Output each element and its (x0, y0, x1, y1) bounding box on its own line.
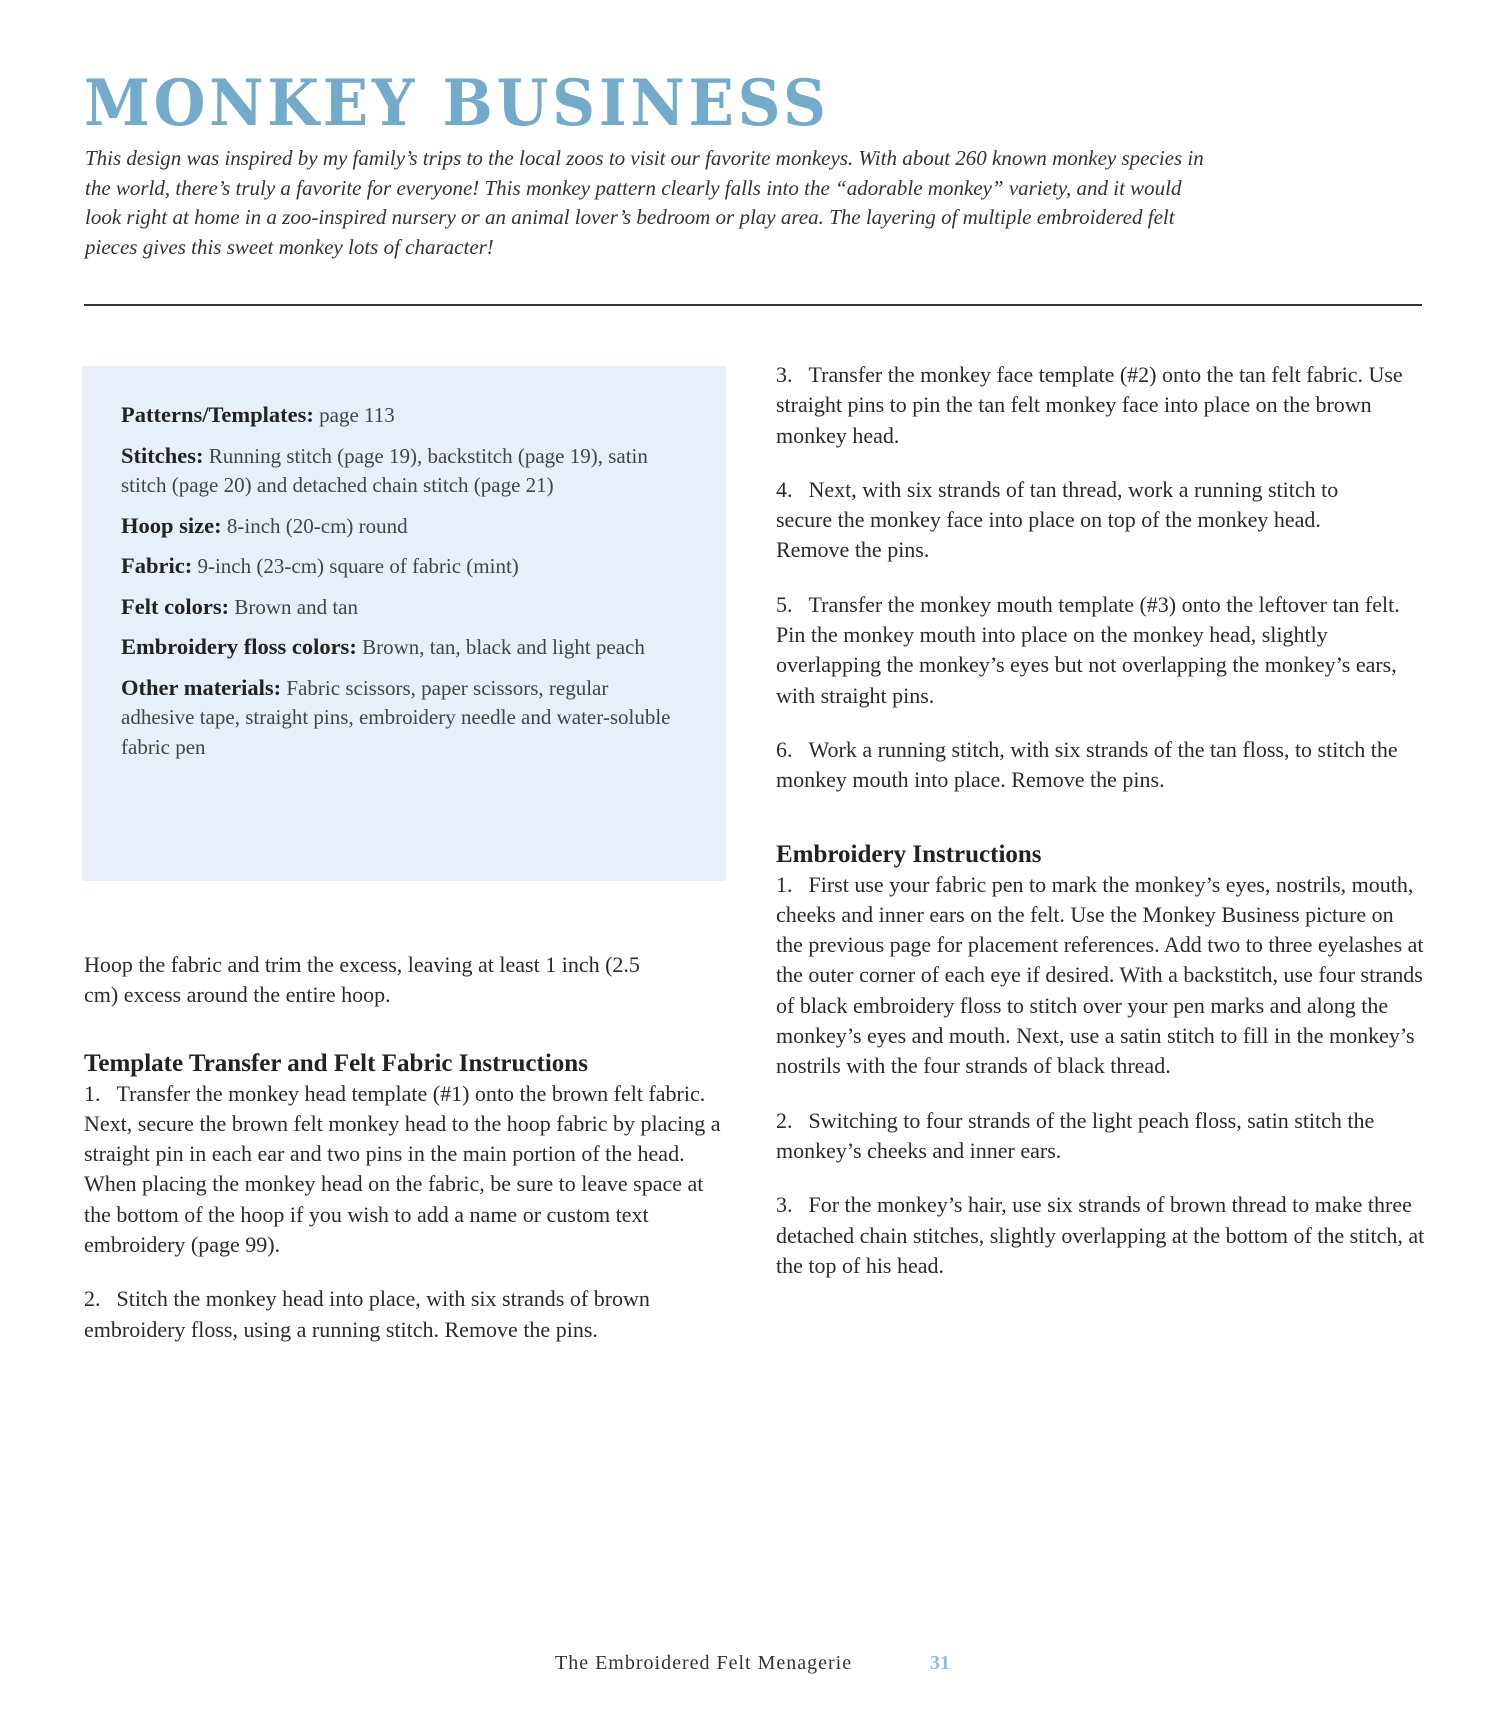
materials-item: Felt colors: Brown and tan (121, 593, 358, 619)
step: 6. Work a running stitch, with six strands of the tan floss, to stitch the monkey mouth into place. Remove the pins. (776, 736, 1398, 793)
step: 1. First use your fabric pen to mark the monkey’s eyes, nostrils, mouth, cheeks and inner ears on the felt. Use the Monkey Business picture on the previous page for placement references. Add two to three eyelashes at the outer corner of each eye if desired. With a backstitch, use four strands of black embroidery floss to stitch over your pen marks and along the monkey’s eyes and mouth. Next, use a satin stitch to fill in the monkey’s nostrils with the four strands of black thread. (776, 871, 1424, 1079)
step: 3. For the monkey’s hair, use six strands of brown thread to make three detached chain stitches, slightly overlapping at the bottom of the stitch, at the top of his head. (776, 1192, 1425, 1278)
footer-book-title: The Embroidered Felt Menagerie (555, 1652, 853, 1674)
intro-paragraph: This design was inspired by my family’s trips to the local zoos to visit our favorite monkeys. With about 260 known monkey species in the world, there’s truly a favorite for everyone! This monkey pattern clearly falls into the “adorable monkey” variety, and it would look right at home in a zoo-inspired nursery or an animal lover’s bedroom or play area. The layering of multiple embroidered felt pieces gives this sweet monkey lots of character! (85, 146, 1204, 259)
step: 1. Transfer the monkey head template (#1) onto the brown felt fabric. Next, secure the brown felt monkey head to the hoop fabric by placing a straight pin in each ear and two pins in the main portion of the head. When placing the monkey head on the fabric, be sure to leave space at the bottom of the hoop if you wish to add a name or custom text embroidery (page 99). (84, 1080, 721, 1258)
materials-item: Other materials: Fabric scissors, paper scissors, regular adhesive tape, straight pins, embroidery needle and water-soluble fabric pen (121, 674, 671, 759)
hoop-paragraph: Hoop the fabric and trim the excess, leaving at least 1 inch (2.5 cm) excess around the entire hoop. (84, 952, 640, 1008)
left-column (84, 950, 734, 1369)
step: 2. Stitch the monkey head into place, with six strands of brown embroidery floss, using a running stitch. Remove the pins. (84, 1286, 650, 1342)
materials-item: Patterns/Templates: page 113 (121, 402, 395, 427)
materials-item: Fabric: 9-inch (23-cm) square of fabric (mint) (121, 553, 519, 578)
materials-item: Embroidery floss colors: Brown, tan, black and light peach (121, 634, 645, 659)
page-number: 31 (930, 1652, 950, 1674)
materials-item: Hoop size: 8-inch (20-cm) round (121, 512, 408, 538)
step: 4. Next, with six strands of tan thread, work a running stitch to secure the monkey face into place on top of the monkey head. Remove the pins. (776, 476, 1339, 563)
materials-box (82, 366, 726, 881)
right-column (776, 360, 1426, 1305)
divider (84, 304, 1422, 306)
page-title: MONKEY BUSINESS (84, 66, 830, 141)
embroidery-heading: Embroidery Instructions (776, 840, 1042, 868)
materials-item: Stitches: Running stitch (page 19), backstitch (page 19), satin stitch (page 20) and detached chain stitch (page 21) (121, 442, 648, 497)
step: 5. Transfer the monkey mouth template (#3) onto the leftover tan felt. Pin the monkey mouth into place on the monkey head, slightly overlapping the monkey’s eyes but not overlapping the monkey’s ears, with straight pins. (776, 591, 1400, 708)
step: 3. Transfer the monkey face template (#2) onto the tan felt fabric. Use straight pins to pin the tan felt monkey face into place on the brown monkey head. (776, 362, 1403, 448)
step: 2. Switching to four strands of the light peach floss, satin stitch the monkey’s cheeks and inner ears. (776, 1107, 1375, 1163)
template-heading: Template Transfer and Felt Fabric Instructions (84, 1049, 588, 1077)
